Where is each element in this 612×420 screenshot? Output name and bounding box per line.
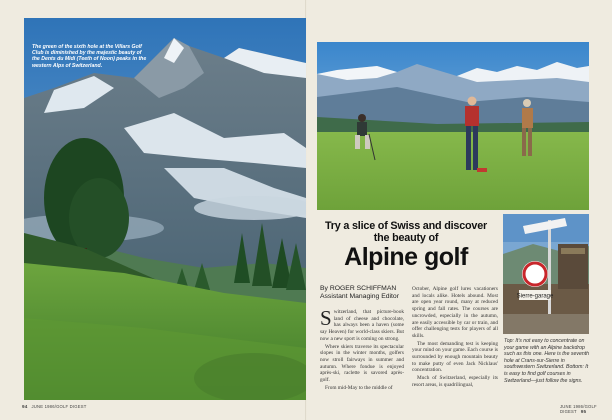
column2-paragraph-1: October, Alpine golf lures vacationers and locals alike. Hotels abound. Most are open year round, many at reduced spring and fall rates. The courses are uncrowded, especially in the autumn, are easily accessible by car or train, and offer challenging tests for players of all skills.: [412, 286, 498, 339]
headline-line-3: Alpine golf: [344, 243, 468, 271]
article-column-1: [320, 306, 404, 392]
sign-label: Sierre-garage: [516, 293, 554, 300]
footer-right: [560, 404, 612, 414]
byline-author: By ROGER SCHIFFMAN: [320, 285, 397, 292]
column1-paragraph-2: Where skiers traverse its spectacular slopes in the winter months, golfers now stroll fairways in summer and autumn. Where fondue is enjoyed après-ski, raclette is savored après-golf.: [320, 343, 404, 384]
article-headline: [316, 220, 496, 270]
golfers-green-photo: [317, 42, 589, 210]
page-number-right: 95: [580, 409, 587, 414]
footer-right-text: JUNE 1986/GOLF DIGEST: [560, 404, 597, 414]
byline: [320, 285, 399, 301]
column2-paragraph-2: The most demanding test is keeping your mind on your game. Each course is surrounded by enough mountain beauty to make putty of even Jack Nicklaus' concentration.: [412, 340, 498, 374]
road-sign-photo: [503, 214, 589, 334]
footer-left-text: JUNE 1986/GOLF DIGEST: [31, 404, 87, 409]
column1-paragraph-1: witzerland, that picture-book land of cheese and chocolate, has always been a haven (some say Heaven) for world-class skiers. But now a new sport is coming on strong.: [320, 309, 404, 342]
column2-paragraph-3: Much of Switzerland, especially its resort areas, is quadrilingual,: [412, 375, 498, 388]
byline-title: Assistant Managing Editor: [320, 293, 399, 300]
left-photo-caption: The green of the sixth hole at the Villars Golf Club is diminished by the majestic beauty of the Dents du Midi (Teeth of Noon) peaks in the western Alps of Switzerland.: [32, 44, 147, 69]
article-column-2: [412, 286, 498, 390]
headline-line-1: Try a slice of Swiss and discover: [324, 220, 488, 232]
page-number-left: 94: [22, 404, 28, 409]
headline-line-2: the beauty of: [373, 232, 439, 244]
drop-cap: S: [320, 306, 332, 330]
mountain-golf-photo: [24, 18, 306, 400]
column1-paragraph-3: From mid-May to the middle of: [325, 384, 393, 391]
right-photo-caption: Top: It's not easy to concentrate on your game with an Alpine backdrop such as this one. Here is the seventh hole at Crans-sur-Sierre in southwestern Switzerland. Bottom: It is easy to find golf courses in Switzerland—just follow the signs.: [504, 338, 590, 384]
footer-left: [22, 404, 86, 409]
